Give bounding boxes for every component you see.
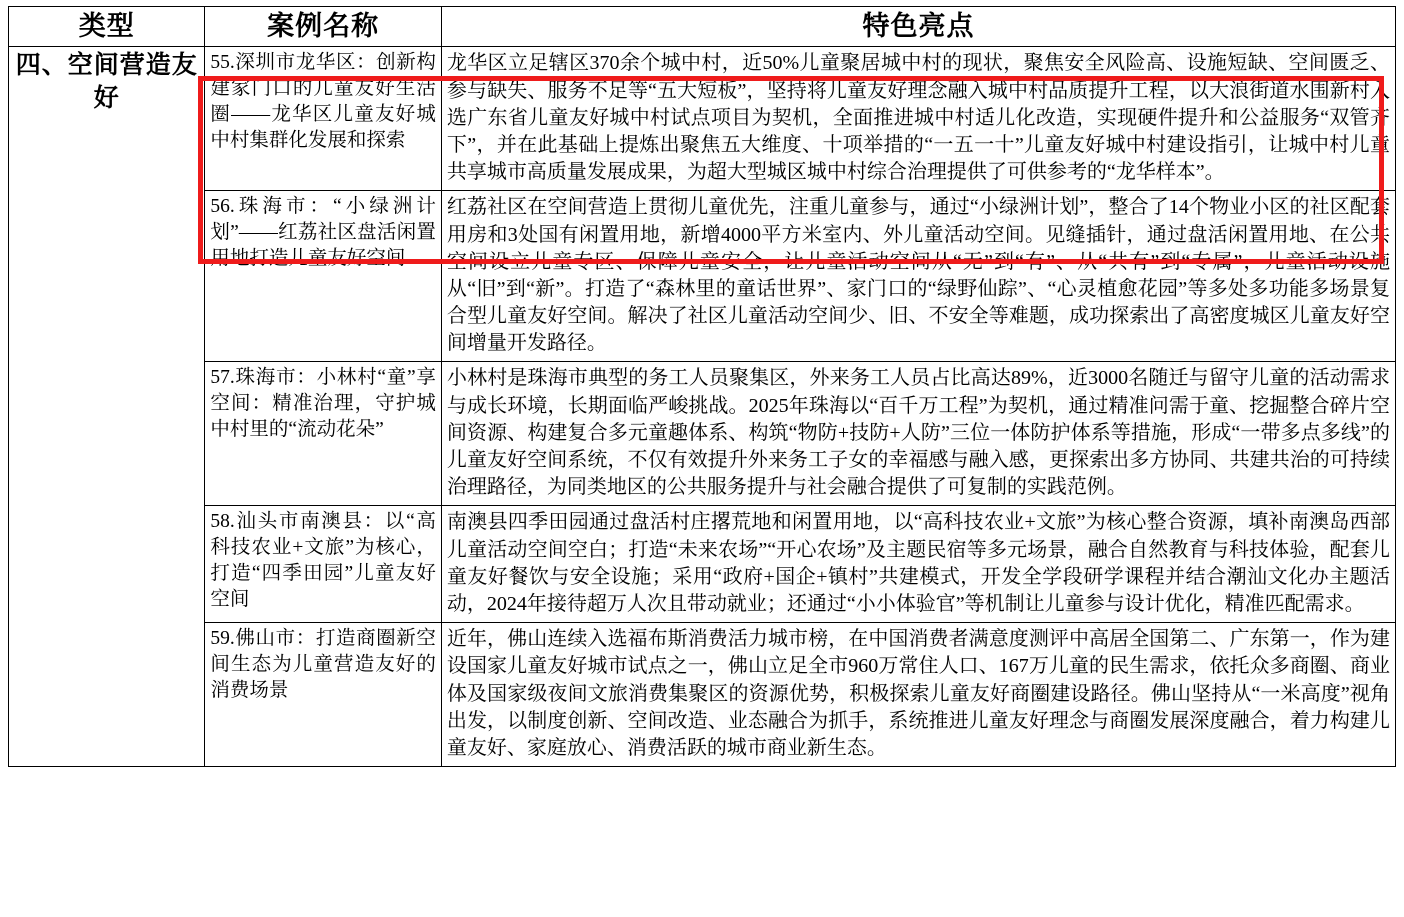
category-cell: 四、空间营造友好: [9, 47, 205, 767]
table-row: [9, 362, 1396, 506]
case-highlight-cell: 龙华区立足辖区370余个城中村，近50%儿童聚居城中村的现状，聚焦安全风险高、设施短缺、空间匮乏、参与缺失、服务不足等“五大短板”，坚持将儿童友好理念融入城中村品质提升工程，以大浪街道水围新村入选广东省儿童友好城中村试点项目为契机，全面推进城中村适儿化改造，实现硬件提升和公益服务“双管齐下”，并在此基础上提炼出聚焦五大维度、十项举措的“一五一十”儿童友好城中村建设指引，让城中村儿童共享城市高质量发展成果，为超大型城区城中村综合治理提供了可供参考的“龙华样本”。: [441, 47, 1395, 191]
column-header-highlights: 特色亮点: [441, 7, 1395, 47]
case-name-cell: 59.佛山市：打造商圈新空间生态为儿童营造友好的消费场景: [205, 623, 442, 767]
case-highlight-cell: 近年，佛山连续入选福布斯消费活力城市榜，在中国消费者满意度测评中高居全国第二、广东第一，作为建设国家儿童友好城市试点之一，佛山立足全市960万常住人口、167万儿童的民生需求，依托众多商圈、商业体及国家级夜间文旅消费集聚区的资源优势，积极探索儿童友好商圈建设路径。佛山坚持从“一米高度”视角出发，以制度创新、空间改造、业态融合为抓手，系统推进儿童友好理念与商圈发展深度融合，着力构建儿童友好、家庭放心、消费活跃的城市商业新生态。: [441, 623, 1395, 767]
case-table: [8, 6, 1396, 767]
table-row: [9, 506, 1396, 623]
table-row: [9, 623, 1396, 767]
column-header-type: 类型: [9, 7, 205, 47]
case-name-cell: 55.深圳市龙华区：创新构建家门口的儿童友好生活圈——龙华区儿童友好城中村集群化发展和探索: [205, 47, 442, 191]
case-name-cell: 58.汕头市南澳县：以“高科技农业+文旅”为核心，打造“四季田园”儿童友好空间: [205, 506, 442, 623]
case-highlight-cell: 南澳县四季田园通过盘活村庄撂荒地和闲置用地，以“高科技农业+文旅”为核心整合资源，填补南澳岛西部儿童活动空间空白；打造“未来农场”“开心农场”及主题民宿等多元场景，融合自然教育与科技体验，配套儿童友好餐饮与安全设施；采用“政府+国企+镇村”共建模式，开发全学段研学课程并结合潮汕文化办主题活动，2024年接待超万人次且带动就业；还通过“小小体验官”等机制让儿童参与设计优化，精准匹配需求。: [441, 506, 1395, 623]
case-name-cell: 57.珠海市：小林村“童”享空间：精准治理，守护城中村里的“流动花朵”: [205, 362, 442, 506]
table-row: [9, 191, 1396, 362]
table-body: [9, 47, 1396, 767]
case-highlight-cell: 红荔社区在空间营造上贯彻儿童优先，注重儿童参与，通过“小绿洲计划”，整合了14个物业小区的社区配套用房和3处国有闲置用地，新增4000平方米室内、外儿童活动空间。见缝插针，通过盘活闲置用地、在公共空间设立儿童专区、保障儿童安全，让儿童活动空间从“无”到“有”、从“共有”到“专属”，儿童活动设施从“旧”到“新”。打造了“森林里的童话世界”、家门口的“绿野仙踪”、“心灵植愈花园”等多处多功能多场景复合型儿童友好空间。解决了社区儿童活动空间少、旧、不安全等难题，成功探索出了高密度城区儿童友好空间增量开发路径。: [441, 191, 1395, 362]
column-header-case-name: 案例名称: [205, 7, 442, 47]
header-row: [9, 7, 1396, 47]
case-highlight-cell: 小林村是珠海市典型的务工人员聚集区，外来务工人员占比高达89%，近3000名随迁与留守儿童的活动需求与成长环境，长期面临严峻挑战。2025年珠海以“百千万工程”为契机，通过精准问需于童、挖掘整合碎片空间资源、构建复合多元童趣体系、构筑“物防+技防+人防”三位一体防护体系等措施，形成“一带多点多线”的儿童友好空间系统，不仅有效提升外来务工子女的幸福感与融入感，更探索出多方协同、共建共治的可持续治理路径，为同类地区的公共服务提升与社会融合提供了可复制的实践范例。: [441, 362, 1395, 506]
table-row: [9, 47, 1396, 191]
case-name-cell: 56.珠海市：“小绿洲计划”——红荔社区盘活闲置用地打造儿童友好空间: [205, 191, 442, 362]
table-header: [9, 7, 1396, 47]
